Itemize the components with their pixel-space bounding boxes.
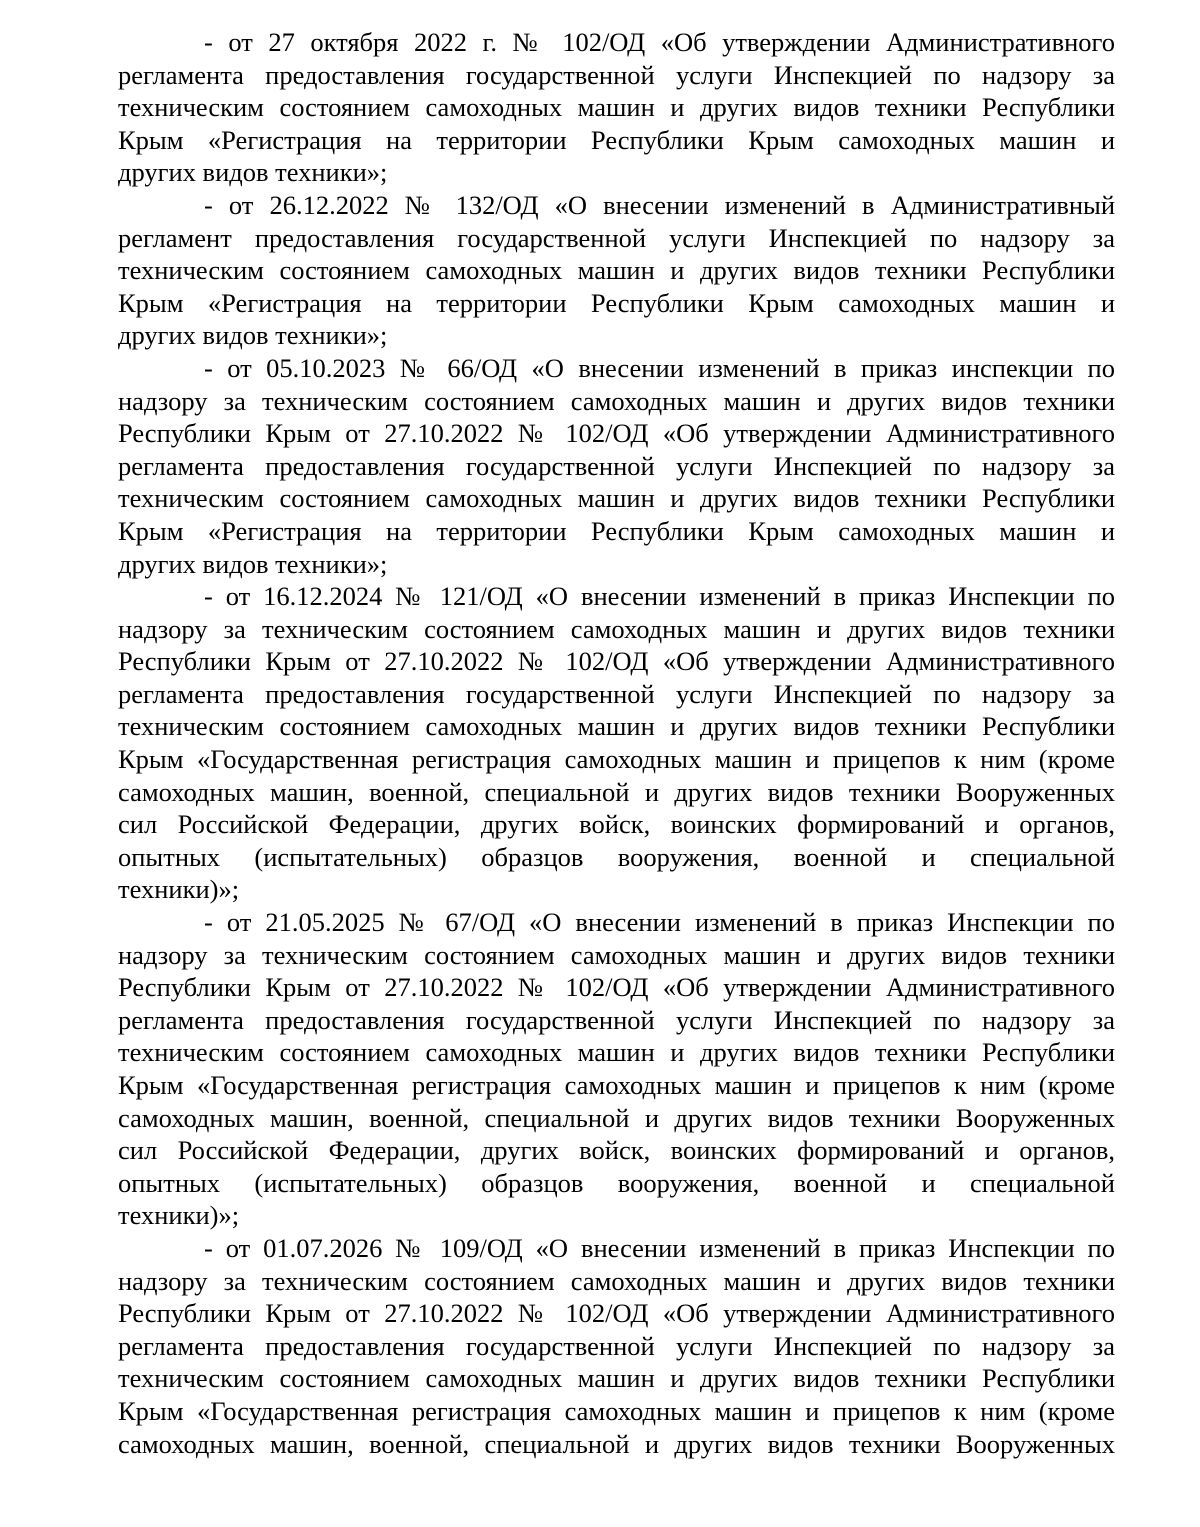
list-item-line: Крым «Регистрация на территории Республики Крым самоходных машин и (118, 515, 1115, 546)
list-item-line: самоходных машин, военной, специальной и других видов техники Вооруженных (118, 776, 1115, 807)
list-item-line: Республики Крым от 27.10.2022 № 102/ОД «Об утверждении Административного (118, 418, 1115, 449)
list-item-line: опытных (испытательных) образцов вооружения, военной и специальной (118, 841, 1115, 872)
list-item-line: регламента предоставления государственной услуги Инспекцией по надзору за (118, 450, 1115, 481)
list-item-line: опытных (испытательных) образцов вооружения, военной и специальной (118, 1167, 1115, 1198)
list-item-line: техники)»; (118, 1200, 240, 1231)
list-item-line: Крым «Государственная регистрация самоходных машин и прицепов к ним (кроме (118, 1070, 1115, 1100)
list-item-line: техническим состоянием самоходных машин и других видов техники Республики (118, 1363, 1115, 1394)
list-item-line: других видов техники»; (118, 548, 388, 579)
list-item-line: регламент предоставления государственной услуги Инспекцией по надзору за (118, 222, 1115, 253)
list-item-start: - от 21.05.2025 № 67/ОД «О внесении изменений в приказ Инспекции по (204, 907, 1115, 938)
list-item-line: Крым «Регистрация на территории Республики Крым самоходных машин и (118, 124, 1115, 155)
list-item-line: Республики Крым от 27.10.2022 № 102/ОД «Об утверждении Административного (118, 1298, 1115, 1329)
list-item-line: техническим состоянием самоходных машин и других видов техники Республики (118, 1037, 1115, 1068)
list-item-line: техническим состоянием самоходных машин и других видов техники Республики (118, 255, 1115, 286)
list-item-line: техническим состоянием самоходных машин и других видов техники Республики (118, 92, 1115, 123)
list-item-line: надзору за техническим состоянием самоходных машин и других видов техники (118, 385, 1115, 416)
list-item-line: самоходных машин, военной, специальной и других видов техники Вооруженных (118, 1428, 1115, 1459)
list-item-line: регламента предоставления государственной услуги Инспекцией по надзору за (118, 59, 1115, 90)
list-item-line: Крым «Регистрация на территории Республики Крым самоходных машин и (118, 287, 1115, 318)
list-item-line: регламента предоставления государственной услуги Инспекцией по надзору за (118, 1330, 1115, 1361)
list-item-line: надзору за техническим состоянием самоходных машин и других видов техники (118, 939, 1115, 970)
list-item-line: сил Российской Федерации, других войск, воинских формирований и органов, (118, 1135, 1115, 1166)
list-item-start: - от 16.12.2024 № 121/ОД «О внесении изменений в приказ Инспекции по (204, 581, 1115, 612)
list-item-line: Республики Крым от 27.10.2022 № 102/ОД «Об утверждении Административного (118, 972, 1115, 1003)
list-item-line: сил Российской Федерации, других войск, воинских формирований и органов, (118, 809, 1115, 840)
list-item-line: регламента предоставления государственной услуги Инспекцией по надзору за (118, 678, 1115, 709)
list-item-line: техническим состоянием самоходных машин и других видов техники Республики (118, 711, 1115, 742)
list-item-line: техническим состоянием самоходных машин и других видов техники Республики (118, 483, 1115, 514)
list-item-line: Крым «Государственная регистрация самоходных машин и прицепов к ним (кроме (118, 1395, 1115, 1426)
list-item-line: регламента предоставления государственной услуги Инспекцией по надзору за (118, 1004, 1115, 1035)
list-item-line: надзору за техническим состоянием самоходных машин и других видов техники (118, 613, 1115, 644)
list-item-line: других видов техники»; (118, 157, 388, 188)
list-item-start: - от 26.12.2022 № 132/ОД «О внесении изменений в Административный (204, 189, 1115, 220)
document-body (118, 26, 1115, 1460)
list-item-start: - от 27 октября 2022 г. № 102/ОД «Об утверждении Административного (204, 27, 1115, 57)
list-item-line: техники)»; (118, 874, 240, 905)
list-item-line: других видов техники»; (118, 320, 388, 351)
list-item-line: Крым «Государственная регистрация самоходных машин и прицепов к ним (кроме (118, 744, 1115, 775)
list-item-line: Республики Крым от 27.10.2022 № 102/ОД «Об утверждении Административного (118, 646, 1115, 677)
list-item-line: надзору за техническим состоянием самоходных машин и других видов техники (118, 1265, 1115, 1296)
list-item-line: самоходных машин, военной, специальной и других видов техники Вооруженных (118, 1102, 1115, 1133)
list-item-start: - от 01.07.2026 № 109/ОД «О внесении изменений в приказ Инспекции по (204, 1232, 1115, 1263)
list-item-start: - от 05.10.2023 № 66/ОД «О внесении изменений в приказ инспекции по (204, 352, 1115, 383)
